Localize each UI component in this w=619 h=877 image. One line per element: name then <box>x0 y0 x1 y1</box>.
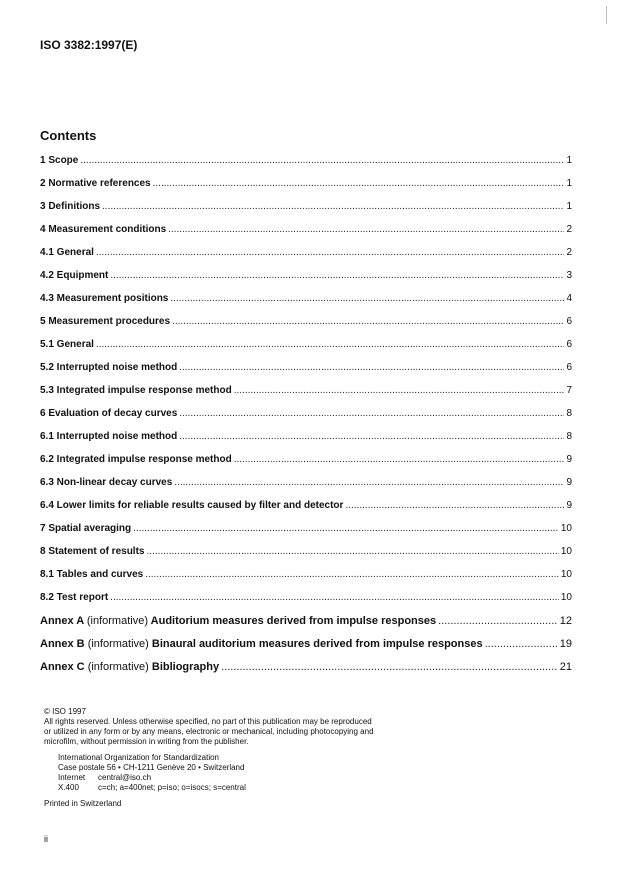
toc-annex-page: 12 <box>559 615 572 627</box>
toc-entry-title: 4.1 General <box>40 247 94 258</box>
toc-annex-title-group <box>40 638 483 650</box>
toc-entry-page: 10 <box>560 523 572 534</box>
toc-entry-title: 6.3 Non-linear decay curves <box>40 477 173 488</box>
toc-leader-dots <box>145 569 559 580</box>
toc-entry-page: 1 <box>566 155 572 166</box>
toc-entry <box>40 339 572 362</box>
toc-annex-page: 21 <box>559 661 572 673</box>
toc-leader-dots <box>153 178 565 189</box>
toc-entry-title: 5.1 General <box>40 339 94 350</box>
toc-entry-page: 10 <box>560 569 572 580</box>
toc-entry-title: 8.1 Tables and curves <box>40 569 144 580</box>
toc-entry-title: 4.2 Equipment <box>40 270 109 281</box>
toc-entry <box>40 155 572 178</box>
toc-entry-page: 3 <box>566 270 572 281</box>
annex-label: Annex A <box>40 615 84 627</box>
toc-entry-title: 5.3 Integrated impulse response method <box>40 385 232 396</box>
toc-leader-dots <box>172 316 564 327</box>
annex-informative-note: (informative) <box>87 638 149 650</box>
toc-leader-dots <box>168 224 564 235</box>
toc-entry <box>40 316 572 339</box>
toc-annex-page: 19 <box>559 638 572 650</box>
annex-title: Auditorium measures derived from impulse responses <box>150 615 437 627</box>
toc-entry-title: 4.3 Measurement positions <box>40 293 169 304</box>
toc-entry-page: 9 <box>566 454 572 465</box>
toc-entry-title: 1 Scope <box>40 155 79 166</box>
internet-value: central@iso.ch <box>98 773 152 782</box>
toc-entry-page: 6 <box>566 362 572 373</box>
annex-label: Annex B <box>40 638 85 650</box>
org-name: International Organization for Standardization <box>58 753 219 762</box>
internet-label: Internet <box>58 773 86 782</box>
org-address: Case postale 56 • CH-1211 Genève 20 • Switzerland <box>58 763 245 772</box>
toc-entry <box>40 362 572 385</box>
toc-entry-title: 8 Statement of results <box>40 546 145 557</box>
toc-leader-dots <box>96 247 565 258</box>
toc-entry <box>40 178 572 201</box>
x400-contact <box>58 783 404 793</box>
toc-entry-title: 3 Definitions <box>40 201 101 212</box>
toc-leader-dots <box>234 385 565 396</box>
toc-entry <box>40 500 572 523</box>
rights-line: All rights reserved. Unless otherwise specified, no part of this publication may be reproduced <box>44 717 372 726</box>
toc-entry <box>40 454 572 477</box>
toc-entry-page: 1 <box>566 178 572 189</box>
toc-leader-dots <box>96 339 565 350</box>
toc-leader-dots <box>133 523 559 534</box>
toc-entry-page: 9 <box>566 477 572 488</box>
x400-label: X.400 <box>58 783 79 792</box>
copyright-notice: © ISO 1997 <box>44 707 86 716</box>
toc-entry <box>40 546 572 569</box>
toc-entry-page: 6 <box>566 316 572 327</box>
table-of-contents <box>40 155 572 684</box>
organization-address <box>58 753 404 793</box>
toc-entry-title: 5.2 Interrupted noise method <box>40 362 178 373</box>
annex-title: Bibliography <box>151 661 220 673</box>
toc-entry <box>40 431 572 454</box>
toc-entry <box>40 477 572 500</box>
toc-entry <box>40 224 572 247</box>
rights-line: or utilized in any form or by any means, electronic or mechanical, including photocopying and <box>44 727 374 736</box>
toc-entry <box>40 385 572 408</box>
toc-leader-dots <box>221 661 558 673</box>
toc-entry-page: 7 <box>566 385 572 396</box>
toc-entry <box>40 592 572 615</box>
standard-identifier: ISO 3382:1997(E) <box>40 38 138 52</box>
toc-entry <box>40 247 572 270</box>
toc-entry <box>40 569 572 592</box>
toc-entry-title: 8.2 Test report <box>40 592 109 603</box>
toc-entry-title: 7 Spatial averaging <box>40 523 132 534</box>
toc-entry-page: 6 <box>566 339 572 350</box>
printed-in: Printed in Switzerland <box>44 799 122 808</box>
toc-entry-page: 10 <box>560 592 572 603</box>
toc-leader-dots <box>438 615 558 627</box>
toc-leader-dots <box>170 293 564 304</box>
toc-leader-dots <box>179 362 564 373</box>
toc-annex-entry <box>40 615 572 638</box>
toc-entry <box>40 293 572 316</box>
toc-entry <box>40 201 572 224</box>
toc-leader-dots <box>80 155 564 166</box>
x400-value: c=ch; a=400net; p=iso; o=isocs; s=central <box>98 783 246 792</box>
annex-informative-note: (informative) <box>86 615 148 627</box>
copyright-block <box>44 707 404 809</box>
internet-contact <box>58 773 404 783</box>
toc-annex-entry <box>40 661 572 684</box>
toc-entry-page: 9 <box>566 500 572 511</box>
toc-annex-title-group <box>40 661 219 673</box>
annex-informative-note: (informative) <box>87 661 149 673</box>
toc-entry <box>40 270 572 293</box>
toc-annex-entry <box>40 638 572 661</box>
toc-entry <box>40 523 572 546</box>
toc-leader-dots <box>102 201 564 212</box>
toc-annex-title-group <box>40 615 436 627</box>
toc-entry-title: 6 Evaluation of decay curves <box>40 408 178 419</box>
toc-entry-title: 2 Normative references <box>40 178 151 189</box>
page-number: ii <box>44 834 48 844</box>
toc-entry-page: 2 <box>566 224 572 235</box>
toc-leader-dots <box>174 477 564 488</box>
annex-label: Annex C <box>40 661 85 673</box>
toc-entry-title: 6.2 Integrated impulse response method <box>40 454 232 465</box>
toc-leader-dots <box>110 592 559 603</box>
toc-leader-dots <box>234 454 565 465</box>
toc-entry-page: 2 <box>566 247 572 258</box>
toc-leader-dots <box>345 500 564 511</box>
annex-title: Binaural auditorium measures derived from impulse responses <box>151 638 483 650</box>
contents-heading: Contents <box>40 128 97 143</box>
toc-leader-dots <box>485 638 558 650</box>
toc-leader-dots <box>179 431 564 442</box>
toc-entry-title: 6.4 Lower limits for reliable results caused by filter and detector <box>40 500 344 511</box>
toc-leader-dots <box>146 546 558 557</box>
toc-entry-title: 5 Measurement procedures <box>40 316 171 327</box>
toc-entry-page: 1 <box>566 201 572 212</box>
toc-leader-dots <box>110 270 564 281</box>
toc-entry-page: 10 <box>560 546 572 557</box>
rights-line: microfilm, without permission in writing from the publisher. <box>44 737 249 746</box>
scan-edge-mark <box>606 6 607 24</box>
toc-entry-title: 6.1 Interrupted noise method <box>40 431 178 442</box>
toc-entry-title: 4 Measurement conditions <box>40 224 167 235</box>
toc-entry-page: 8 <box>566 408 572 419</box>
toc-entry-page: 4 <box>566 293 572 304</box>
toc-entry <box>40 408 572 431</box>
toc-leader-dots <box>179 408 564 419</box>
toc-entry-page: 8 <box>566 431 572 442</box>
